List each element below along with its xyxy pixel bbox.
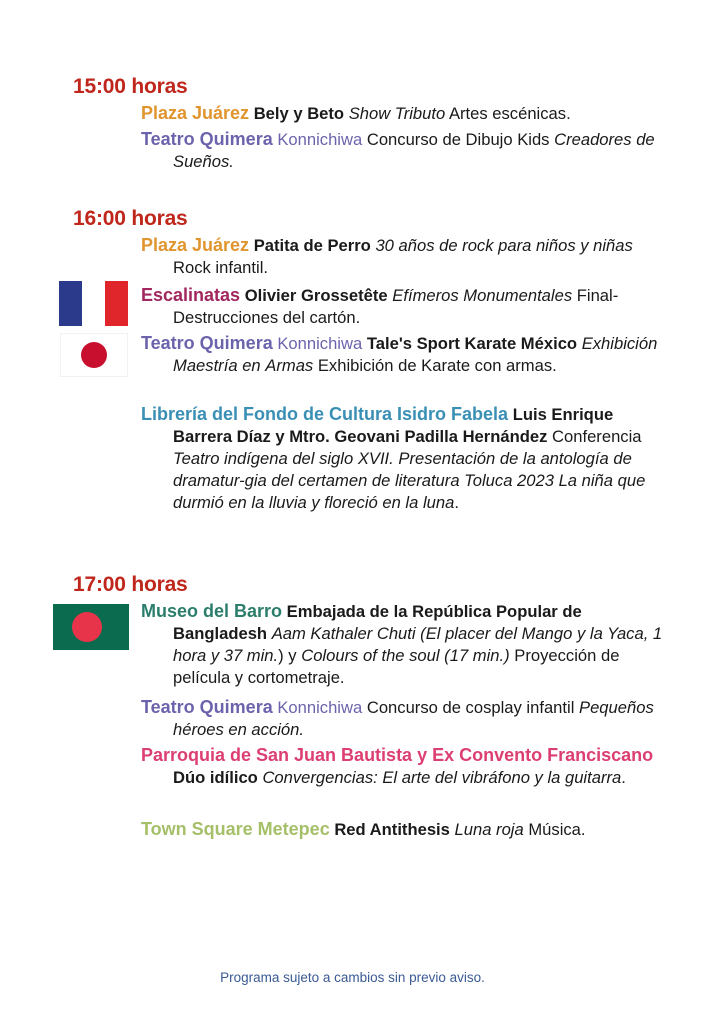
category: Exhibición de Karate con armas. [317,356,557,375]
performer: Olivier Grossetête [244,286,388,305]
venue-name: Escalinatas [141,285,241,305]
organizer: Konnichiwa [277,698,363,717]
show-title: Exhibición Maestría [173,334,658,375]
venue-name: Teatro Quimera [141,697,273,717]
venue-name: Museo del Barro [141,601,283,621]
category: Final-Destrucciones del cartón. [173,286,619,327]
event-entry [141,234,673,279]
hour-heading: 15:00 horas [73,75,188,98]
performer: Bely y Beto [253,104,345,123]
show-title: Convergencias: El arte del vibráfono y la guitarra [262,768,622,787]
show-title: Luna roja [454,820,524,839]
performer: Dúo idílico [173,768,258,787]
hour-heading: 17:00 horas [73,573,188,596]
show-title: Colours of the soul (17 min.) [301,646,510,665]
event-entry [141,284,673,329]
venue-name: Plaza Juárez [141,103,250,123]
performer: Red Antithesis [334,820,450,839]
show-title: Pequeños héroes en acción. [173,698,654,739]
organizer: Konnichiwa [277,130,363,149]
performer: Patita de Perro [253,236,371,255]
venue-name: Teatro Quimera [141,129,273,149]
event-entry [141,696,673,741]
hour-heading: 16:00 horas [73,207,188,230]
period: . [621,768,626,787]
venue-name: Town Square Metepec [141,819,330,839]
performer: Embajada de la República Popular de Bangladesh [173,602,582,643]
venue-name: Plaza Juárez [141,235,250,255]
venue-name: Parroquia de San Juan Bautista y Ex Convento Franciscano [141,745,654,765]
category: Artes escénicas. [448,104,571,123]
connector: ) y [278,646,297,665]
category: Concurso de Dibujo Kids [366,130,550,149]
category: Conferencia [552,427,642,446]
disclaimer-footer: Programa sujeto a cambios sin previo aviso. [220,970,485,985]
period: . [454,493,459,512]
event-entry [141,818,673,841]
event-entry [141,102,673,125]
event-entry [141,600,673,689]
organizer: Konnichiwa [277,334,363,353]
show-title: Creadores de Sueños. [173,130,655,171]
japan-flag [60,333,128,377]
france-flag [59,281,128,326]
show-title-end: Armas [265,356,314,375]
show-title: Show Tributo [348,104,446,123]
venue-name: Librería del Fondo de Cultura Isidro Fabela [141,404,509,424]
category: Concurso de cosplay infantil [366,698,575,717]
venue-name: Teatro Quimera [141,333,273,353]
show-title: Efímeros Monumentales [392,286,573,305]
bangladesh-flag [53,604,129,650]
category: Música. [528,820,586,839]
category: Rock infantil. [173,258,268,277]
performer: Luis Enrique Barrera Díaz y Mtro. Geovani Padilla Hernández [173,405,614,446]
show-title: Aam Kathaler Chuti (El placer del Mango y la Yaca, 1 hora y 37 min. [173,624,663,665]
show-title: 30 años de rock para niños y niñas [375,236,633,255]
performer: Tale's Sport Karate México [366,334,578,353]
event-entry [141,332,673,377]
event-entry [141,744,673,789]
event-entry [141,128,673,173]
show-title: Teatro indígena del siglo XVII. Presentación de la antología de dramatur-gia del certamen de literatura Toluca 2023 La niña que durmió en la lluvia y floreció en la luna [173,449,646,512]
category: Proyección de película y cortometraje. [173,646,620,687]
show-title-connector: en [242,356,261,375]
event-entry [141,403,673,514]
